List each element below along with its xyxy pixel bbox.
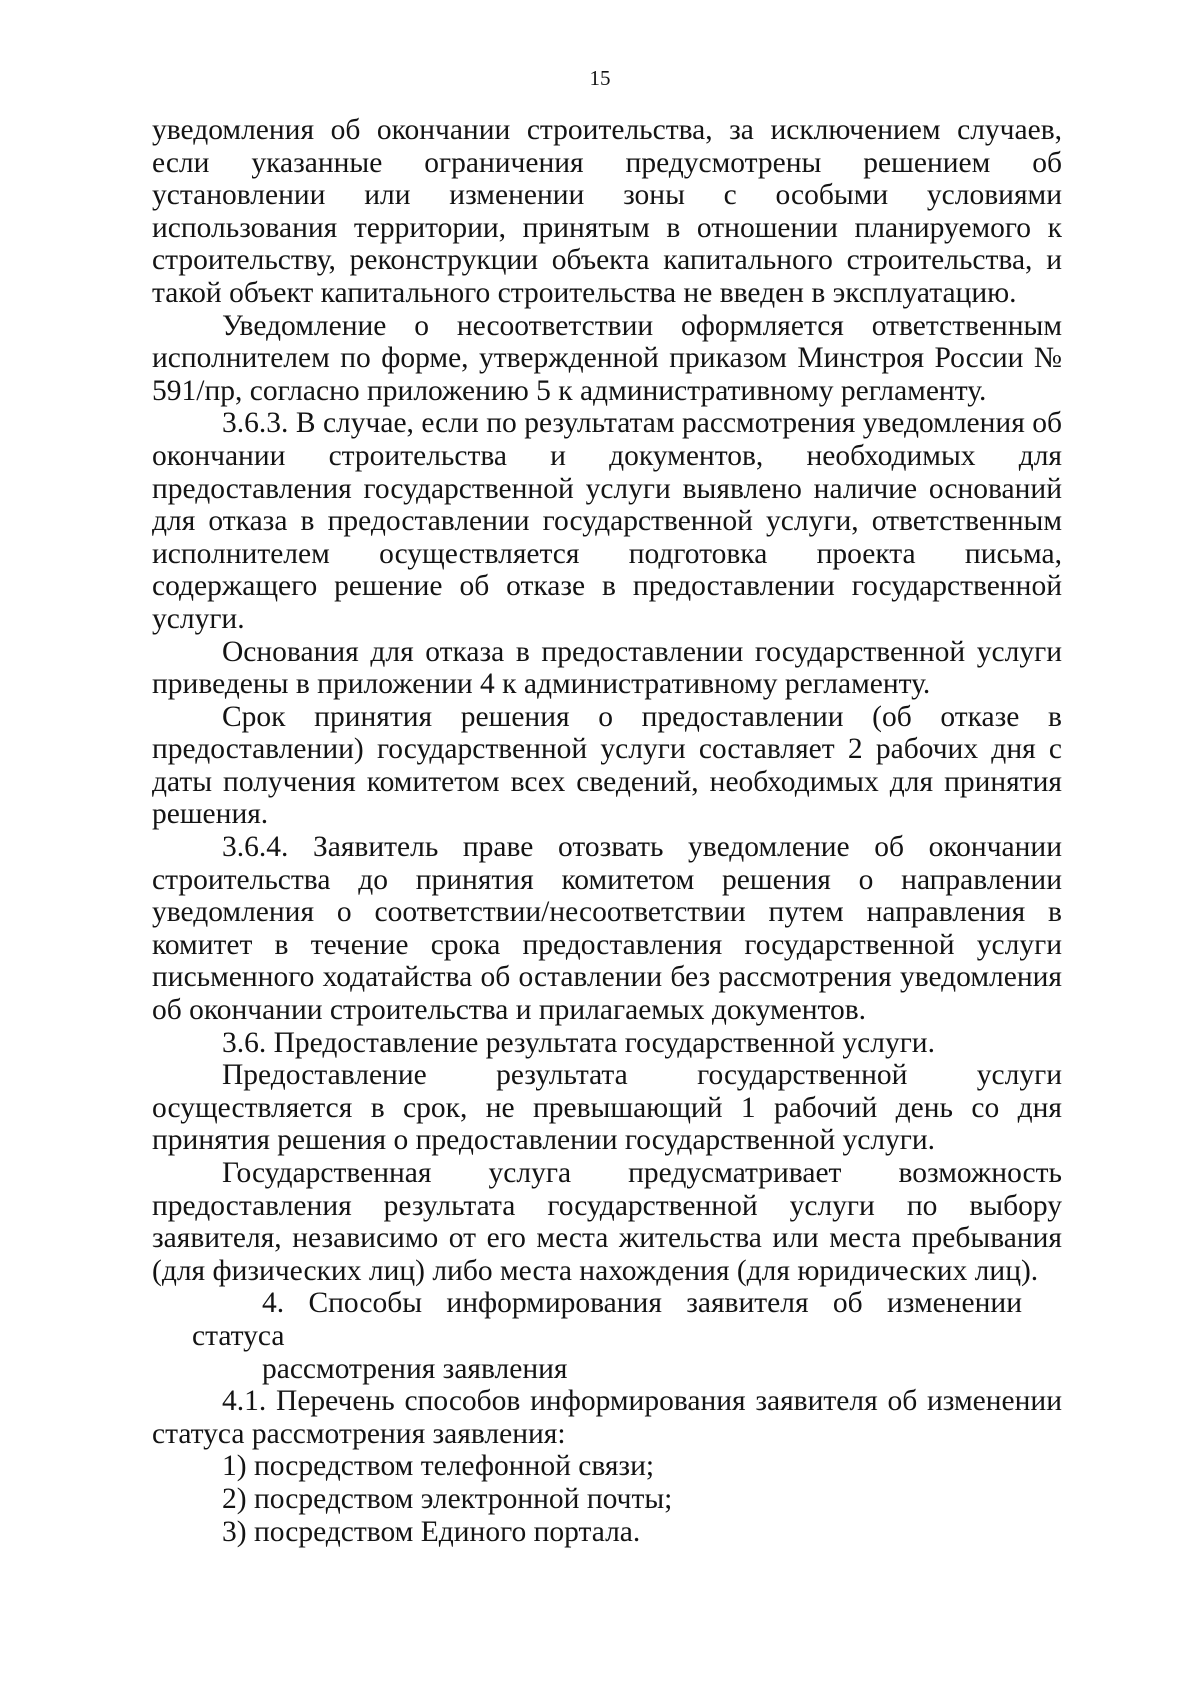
section-4-heading-line-2: рассмотрения заявления (262, 1352, 568, 1385)
list-item: 1) посредством телефонной связи; (222, 1450, 655, 1483)
paragraph-result-deadline: Предоставление результата государственной услуги осуществляется в срок, не превышающий 1 рабочий день со дня принятия решения о предоставлении государственной услуги. (152, 1059, 1062, 1157)
paragraph-decision-deadline: Срок принятия решения о предоставлении (об отказе в предоставлении) государственной услуги составляет 2 рабочих дня с даты получения комитетом всех сведений, необходимых для принятия решения. (152, 700, 1062, 831)
paragraph-nonconformity-notice: Уведомление о несоответствии оформляется ответственным исполнителем по форме, утвержденной приказом Минстроя России № 591/пр, согласно приложению 5 к административному регламенту. (152, 309, 1062, 407)
paragraph-continuation: уведомления об окончании строительства, за исключением случаев, если указанные ограничения предусмотрены решением об установлении или изменении зоны с особыми условиями использования территории, принятым в отношении планируемого к строительству, реконструкции объекта капитального строительства, и такой объект капитального строительства не введен в эксплуатацию. (152, 114, 1062, 309)
list-item: 2) посредством электронной почты; (222, 1482, 673, 1515)
document-body (152, 114, 1062, 1548)
paragraph-result-delivery: Государственная услуга предусматривает возможность предоставления результата государственной услуги по выбору заявителя, независимо от его места жительства или места пребывания (для физических лиц) либо места нахождения (для юридических лиц). (152, 1157, 1062, 1287)
page-number: 15 (589, 66, 611, 90)
paragraph-3-6-3: 3.6.3. В случае, если по результатам рассмотрения уведомления об окончании строительства и документов, необходимых для предоставления государственной услуги выявлено наличие оснований для отказа в предоставлении государственной услуги, ответственным исполнителем осуществляется подготовка проекта письма, содержащего решение об отказе в предоставлении государственной услуги. (152, 407, 1062, 635)
list-item: 3) посредством Единого портала. (222, 1515, 641, 1548)
paragraph-4-1: 4.1. Перечень способов информирования заявителя об изменении статуса рассмотрения заявления: (152, 1385, 1062, 1450)
paragraph-3-6-result: 3.6. Предоставление результата государственной услуги. (222, 1026, 935, 1059)
paragraph-3-6-4: 3.6.4. Заявитель праве отозвать уведомление об окончании строительства до принятия комитетом решения о направлении уведомления о соответствии/несоответствии путем направления в комитет в течение срока предоставления государственной услуги письменного ходатайства об оставлении без рассмотрения уведомления об окончании строительства и прилагаемых документов. (152, 831, 1062, 1027)
section-4-heading (152, 1287, 1062, 1385)
paragraph-refusal-grounds: Основания для отказа в предоставлении государственной услуги приведены в приложении 4 к административному регламенту. (152, 635, 1062, 701)
section-4-heading-line-1: 4. Способы информирования заявителя об изменении статуса (192, 1287, 1022, 1352)
